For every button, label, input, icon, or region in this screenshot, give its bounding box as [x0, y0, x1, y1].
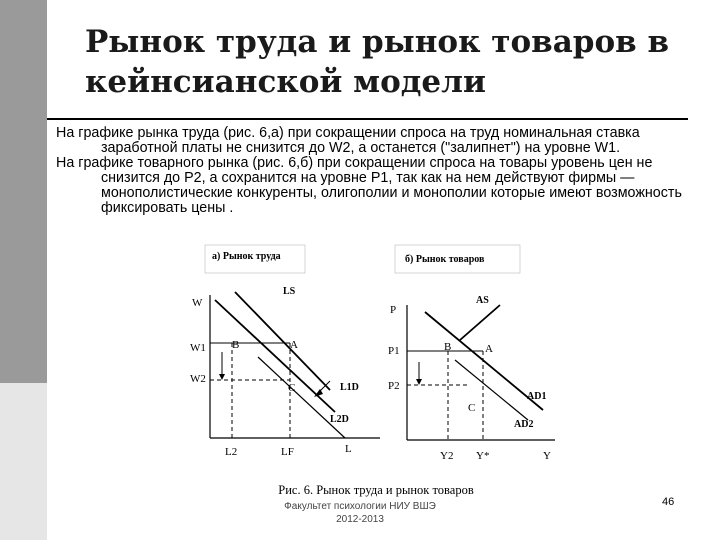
goods-xtick-ystar: Y* — [476, 450, 490, 462]
paragraph-goods-market: На графике товарного рынка (рис. 6,б) при сокращении спроса на товары уровень цен не снизится до P2, а сохранится на уровне P1, так как на нем действуют фирмы — монополистические конкуренты, олигополии и монополии которые имеют возможность фиксировать цены . — [56, 155, 682, 216]
goods-point-a: A — [485, 343, 493, 355]
goods-point-c: C — [468, 402, 476, 414]
page-number: 46 — [662, 496, 675, 508]
paragraph-labour-market: На графике рынка труда (рис. 6,а) при сокращении спроса на труд номинальная ставка заработной платы не снизится до W2, а останется ("залипнет") на уровне W1. — [56, 125, 640, 156]
labour-xtick-l2: L2 — [225, 446, 238, 458]
labour-point-b: B — [232, 339, 240, 351]
goods-series-ad1: AD1 — [527, 391, 547, 402]
labour-arrow-head — [219, 374, 225, 380]
goods-ytick-p1: P1 — [388, 345, 400, 357]
figure-caption: Рис. 6. Рынок труда и рынок товаров — [186, 480, 566, 500]
goods-ylabel: P — [390, 304, 397, 316]
labour-series-l1d: L1D — [340, 382, 359, 393]
labour-ylabel: W — [192, 297, 203, 309]
labour-series-ls: LS — [283, 286, 296, 297]
goods-point-b: B — [444, 341, 452, 353]
labour-series-l2d: L2D — [330, 414, 349, 425]
goods-arrow-head — [416, 379, 422, 385]
labour-curve-ls — [235, 292, 330, 390]
footer-faculty: Факультет психологии НИУ ВШЭ — [284, 501, 436, 512]
labour-point-a: A — [290, 339, 298, 351]
labour-curve-l2d — [258, 357, 345, 438]
goods-xtick-y2: Y2 — [440, 450, 454, 462]
goods-xlabel: Y — [543, 450, 551, 462]
goods-ytick-p2: P2 — [388, 380, 400, 392]
goods-series-ad2: AD2 — [514, 419, 534, 430]
labour-xtick-lf: LF — [281, 446, 294, 458]
labour-ytick-w1: W1 — [190, 342, 206, 354]
footer — [260, 500, 460, 526]
goods-curve-as-upper — [460, 305, 500, 340]
goods-curve-ad2 — [455, 360, 528, 420]
labour-point-c: C — [288, 382, 296, 394]
labour-chart-title: а) Рынок труда — [212, 251, 281, 262]
footer-years: 2012-2013 — [336, 514, 384, 525]
labour-ytick-w2: W2 — [190, 373, 206, 385]
goods-series-as: AS — [476, 295, 489, 306]
slide-title: Рынок труда и рынок товаров в кейнсианской модели — [85, 24, 670, 100]
goods-curve-ad1 — [425, 312, 543, 410]
goods-chart-title: б) Рынок товаров — [405, 254, 485, 265]
labour-xlabel: L — [345, 443, 352, 455]
